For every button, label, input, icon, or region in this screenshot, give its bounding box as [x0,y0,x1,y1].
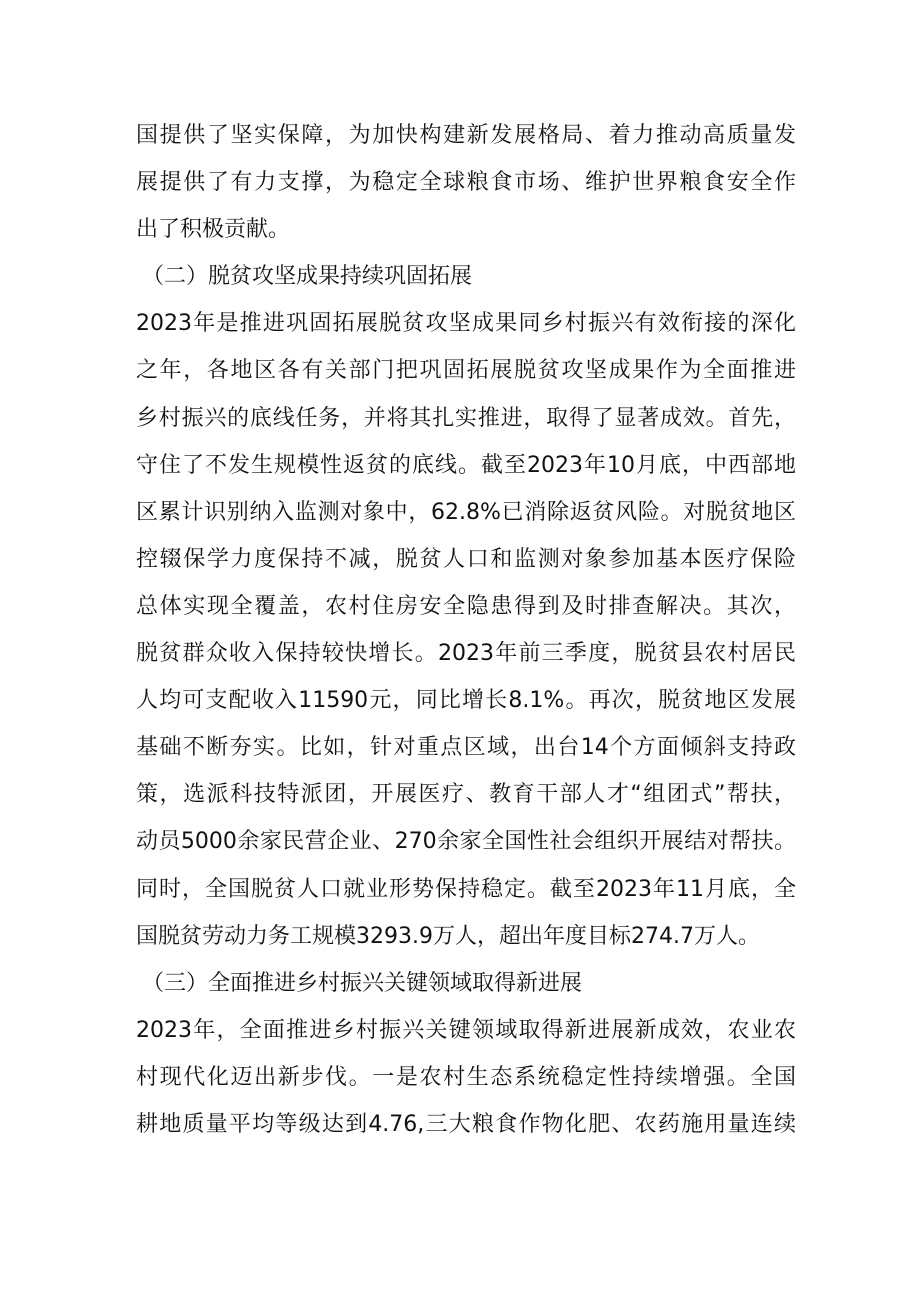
paragraph-rural-revitalization [136,1007,796,1148]
text-line: 村现代化迈出新步伐。一是农村生态系统稳定性持续增强。全国 [136,1064,796,1090]
text-line: 总体实现全覆盖，农村住房安全隐患得到及时排查解决。其次， [136,593,796,619]
text-line: 动员5000余家民营企业、270余家全国性社会组织开展结对帮扶。 [136,829,796,855]
section-heading-3: （三）全面推进乡村振兴关键领域取得新进展 [142,970,583,996]
text-line: 乡村振兴的底线任务，并将其扎实推进，取得了显著成效。首先， [136,405,796,431]
text-line: 2023年，全面推进乡村振兴关键领域取得新进展新成效，农业农 [136,1017,796,1043]
text-line: 守住了不发生规模性返贫的底线。截至2023年10月底，中西部地 [136,452,796,478]
text-line: 脱贫群众收入保持较快增长。2023年前三季度，脱贫县农村居民 [136,641,796,667]
paragraph-intro [136,112,796,253]
text-line: 人均可支配收入11590元，同比增长8.1%。再次，脱贫地区发展 [136,688,796,714]
paragraph-poverty [136,300,796,959]
text-line: 国脱贫劳动力务工规模3293.9万人，超出年度目标274.7万人。 [136,923,760,949]
text-line: 出了积极贡献。 [136,217,291,243]
text-line: 之年，各地区各有关部门把巩固拓展脱贫攻坚成果作为全面推进 [136,358,796,384]
text-line: 国提供了坚实保障，为加快构建新发展格局、着力推动高质量发 [136,123,796,148]
text-line: 基础不断夯实。比如，针对重点区域，出台14个方面倾斜支持政 [136,735,796,761]
text-line: 耕地质量平均等级达到4.76,三大粮食作物化肥、农药施用量连续 [136,1111,796,1137]
section-heading-2: （二）脱贫攻坚成果持续巩固拓展 [142,264,473,290]
text-line: 2023年是推进巩固拓展脱贫攻坚成果同乡村振兴有效衔接的深化 [136,311,796,337]
document-page [136,112,796,1148]
text-line: 区累计识别纳入监测对象中，62.8%已消除返贫风险。对脱贫地区 [136,499,796,525]
text-line: 策，选派科技特派团，开展医疗、教育干部人才“组团式”帮扶， [136,782,796,808]
text-line: 同时，全国脱贫人口就业形势保持稳定。截至2023年11月底，全 [136,876,796,902]
text-line: 展提供了有力支撑，为稳定全球粮食市场、维护世界粮食安全作 [136,170,796,196]
text-line: 控辍保学力度保持不减，脱贫人口和监测对象参加基本医疗保险 [136,546,796,572]
